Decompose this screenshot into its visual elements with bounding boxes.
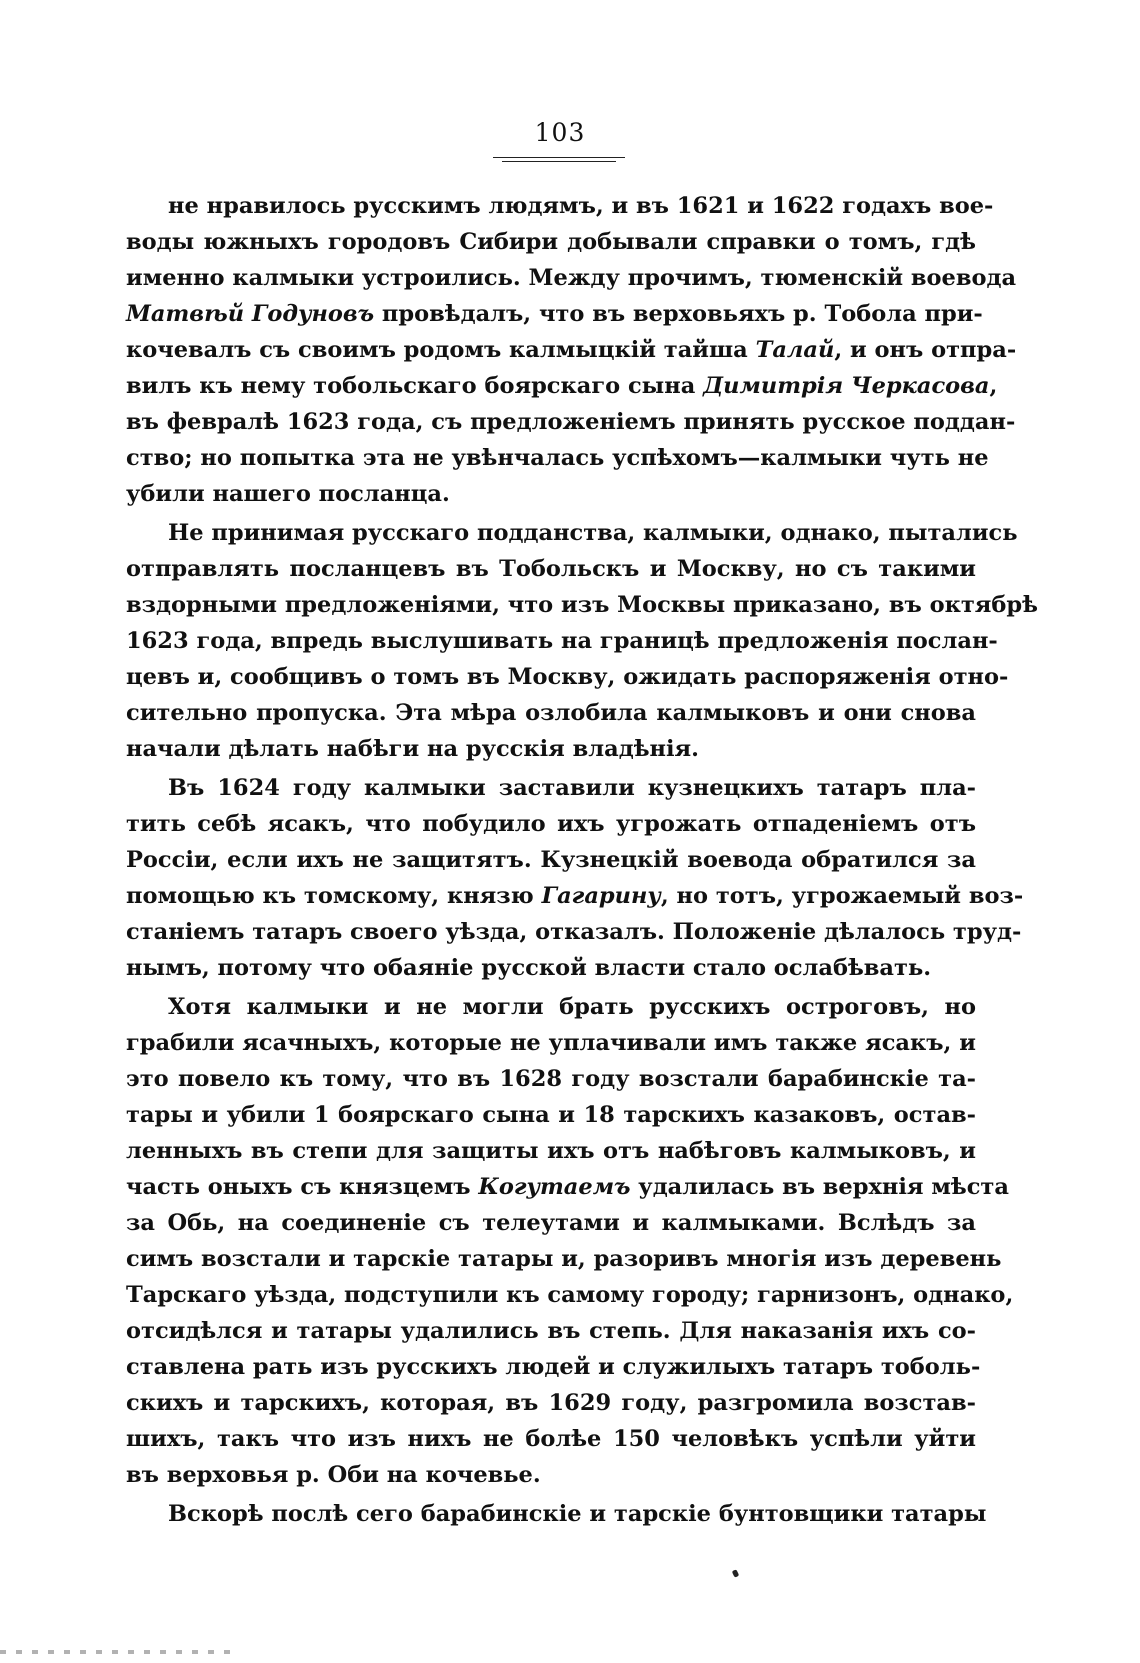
text-line — [126, 1205, 976, 1241]
text-run: симъ возстали и тарскіе татары и, разоривъ многія изъ деревень — [126, 1246, 1002, 1272]
text-run: отправлять посланцевъ въ Тобольскъ и Москву, но съ такими — [126, 556, 976, 582]
text-run: отсидѣлся и татары удалились въ степь. Для наказанія ихъ со- — [126, 1318, 976, 1344]
text-line — [126, 842, 976, 878]
text-run: сительно пропуска. Эта мѣра озлобила калмыковъ и они снова — [126, 700, 976, 726]
text-run: ленныхъ въ степи для защиты ихъ отъ набѣговъ калмыковъ, и — [126, 1138, 976, 1164]
text-line — [126, 1496, 987, 1532]
text-run: Въ 1624 году калмыки заставили кузнецкихъ татаръ пла- — [168, 775, 976, 801]
text-line — [126, 188, 994, 224]
text-line — [126, 1313, 976, 1349]
text-line — [126, 260, 1017, 296]
text-line — [126, 515, 1018, 551]
text-run: ставлена рать изъ русскихъ людей и служилыхъ татаръ тоболь- — [126, 1354, 981, 1380]
text-line — [126, 770, 976, 806]
text-run: въ верховья р. Оби на кочевье. — [126, 1462, 541, 1488]
text-run: Не принимая русскаго подданства, калмыки, однако, пытались — [168, 520, 1018, 546]
text-line — [126, 368, 998, 404]
italic-name: Матвѣй Годуновъ — [126, 301, 375, 327]
page-number-rule — [493, 157, 625, 158]
text-run: Тарскаго уѣзда, подступили къ самому городу; гарнизонъ, однако, — [126, 1282, 1014, 1308]
text-line — [126, 623, 998, 659]
italic-name: Гагарину — [541, 883, 661, 909]
page-number-rule-lower — [502, 161, 616, 162]
text-run: не нравилось русскимъ людямъ, и въ 1621 и 1622 годахъ вое- — [168, 193, 994, 219]
text-run: , — [989, 373, 998, 399]
italic-name: Димитрія Черкасова — [703, 373, 990, 399]
text-line — [126, 1097, 976, 1133]
text-run: именно калмыки устроились. Между прочимъ, тюменскій воевода — [126, 265, 1017, 291]
text-run: нымъ, потому что обаяніе русской власти стало ослабѣвать. — [126, 955, 932, 981]
text-line — [126, 989, 976, 1025]
text-line — [126, 878, 1024, 914]
text-line — [126, 950, 976, 986]
text-run: воды южныхъ городовъ Сибири добывали справки о томъ, гдѣ — [126, 229, 976, 255]
text-run: Россіи, если ихъ не защитятъ. Кузнецкій воевода обратился за — [126, 847, 976, 873]
text-run: помощью къ томскому, князю — [126, 883, 542, 909]
text-run: , но тотъ, угрожаемый воз- — [660, 883, 1024, 909]
text-run: вилъ къ нему тобольскаго боярскаго сына — [126, 373, 704, 399]
text-run: кочевалъ съ своимъ родомъ калмыцкій тайша — [126, 337, 756, 363]
text-line — [126, 1025, 976, 1061]
text-run: грабили ясачныхъ, которые не уплачивали имъ также ясакъ, и — [126, 1030, 976, 1056]
text-line — [126, 731, 976, 767]
text-line — [126, 1385, 976, 1421]
text-run: убили нашего посланца. — [126, 481, 450, 507]
text-run: удалилась въ верхнія мѣста — [630, 1174, 1009, 1200]
text-line — [126, 440, 989, 476]
text-line — [126, 914, 1022, 950]
text-run: вздорными предложеніями, что изъ Москвы приказано, въ октябрѣ — [126, 592, 1038, 618]
text-line — [126, 1421, 976, 1457]
text-line — [126, 1349, 981, 1385]
text-line — [126, 587, 1038, 623]
text-run: скихъ и тарскихъ, которая, въ 1629 году, разгромила возстав- — [126, 1390, 976, 1416]
text-line — [126, 659, 1009, 695]
text-run: провѣдалъ, что въ верховьяхъ р. Тобола при- — [374, 301, 983, 327]
text-run: 1623 года, впредь выслушивать на границѣ предложенія послан- — [126, 628, 998, 654]
text-run: это повело къ тому, что въ 1628 году возстали барабинскіе та- — [126, 1066, 976, 1092]
text-line — [126, 332, 1017, 368]
text-run: начали дѣлать набѣги на русскія владѣнія. — [126, 736, 700, 762]
text-line — [126, 695, 976, 731]
text-run: ство; но попытка эта не увѣнчалась успѣхомъ—калмыки чуть не — [126, 445, 989, 471]
text-run: за Обь, на соединеніе съ телеутами и калмыками. Вслѣдъ за — [126, 1210, 976, 1236]
text-run: , и онъ отпра- — [834, 337, 1017, 363]
text-line — [126, 1241, 1002, 1277]
body-text — [126, 188, 1038, 1532]
italic-name: Когутаемъ — [478, 1174, 631, 1200]
italic-name: Талай — [755, 337, 835, 363]
text-line — [126, 224, 976, 260]
text-run: тить себѣ ясакъ, что побудило ихъ угрожать отпаденіемъ отъ — [126, 811, 976, 837]
text-run: тары и убили 1 боярскаго сына и 18 тарскихъ казаковъ, остав- — [126, 1102, 976, 1128]
text-run: цевъ и, сообщивъ о томъ въ Москву, ожидать распоряженія отно- — [126, 664, 1009, 690]
text-line — [126, 806, 976, 842]
text-line — [126, 296, 983, 332]
text-run: въ февралѣ 1623 года, съ предложеніемъ принять русское поддан- — [126, 409, 1016, 435]
text-line — [126, 551, 976, 587]
text-line — [126, 404, 1016, 440]
text-run: Вскорѣ послѣ сего барабинскіе и тарскіе бунтовщики татары — [168, 1501, 987, 1527]
text-run: Хотя калмыки и не могли брать русскихъ остроговъ, но — [168, 994, 976, 1020]
text-line — [126, 1169, 1009, 1205]
text-line — [126, 1277, 1014, 1313]
text-run: шихъ, такъ что изъ нихъ не болѣе 150 человѣкъ успѣли уйти — [126, 1426, 976, 1452]
ink-speck — [732, 1569, 739, 1577]
text-line — [126, 1061, 976, 1097]
text-line — [126, 476, 976, 512]
scan-edge-artifact — [0, 1650, 240, 1654]
text-run: часть оныхъ съ князцемъ — [126, 1174, 479, 1200]
page-number: 103 — [534, 118, 586, 147]
text-run: станіемъ татаръ своего уѣзда, отказалъ. Положеніе дѣлалось труд- — [126, 919, 1022, 945]
text-line — [126, 1133, 976, 1169]
text-line — [126, 1457, 976, 1493]
